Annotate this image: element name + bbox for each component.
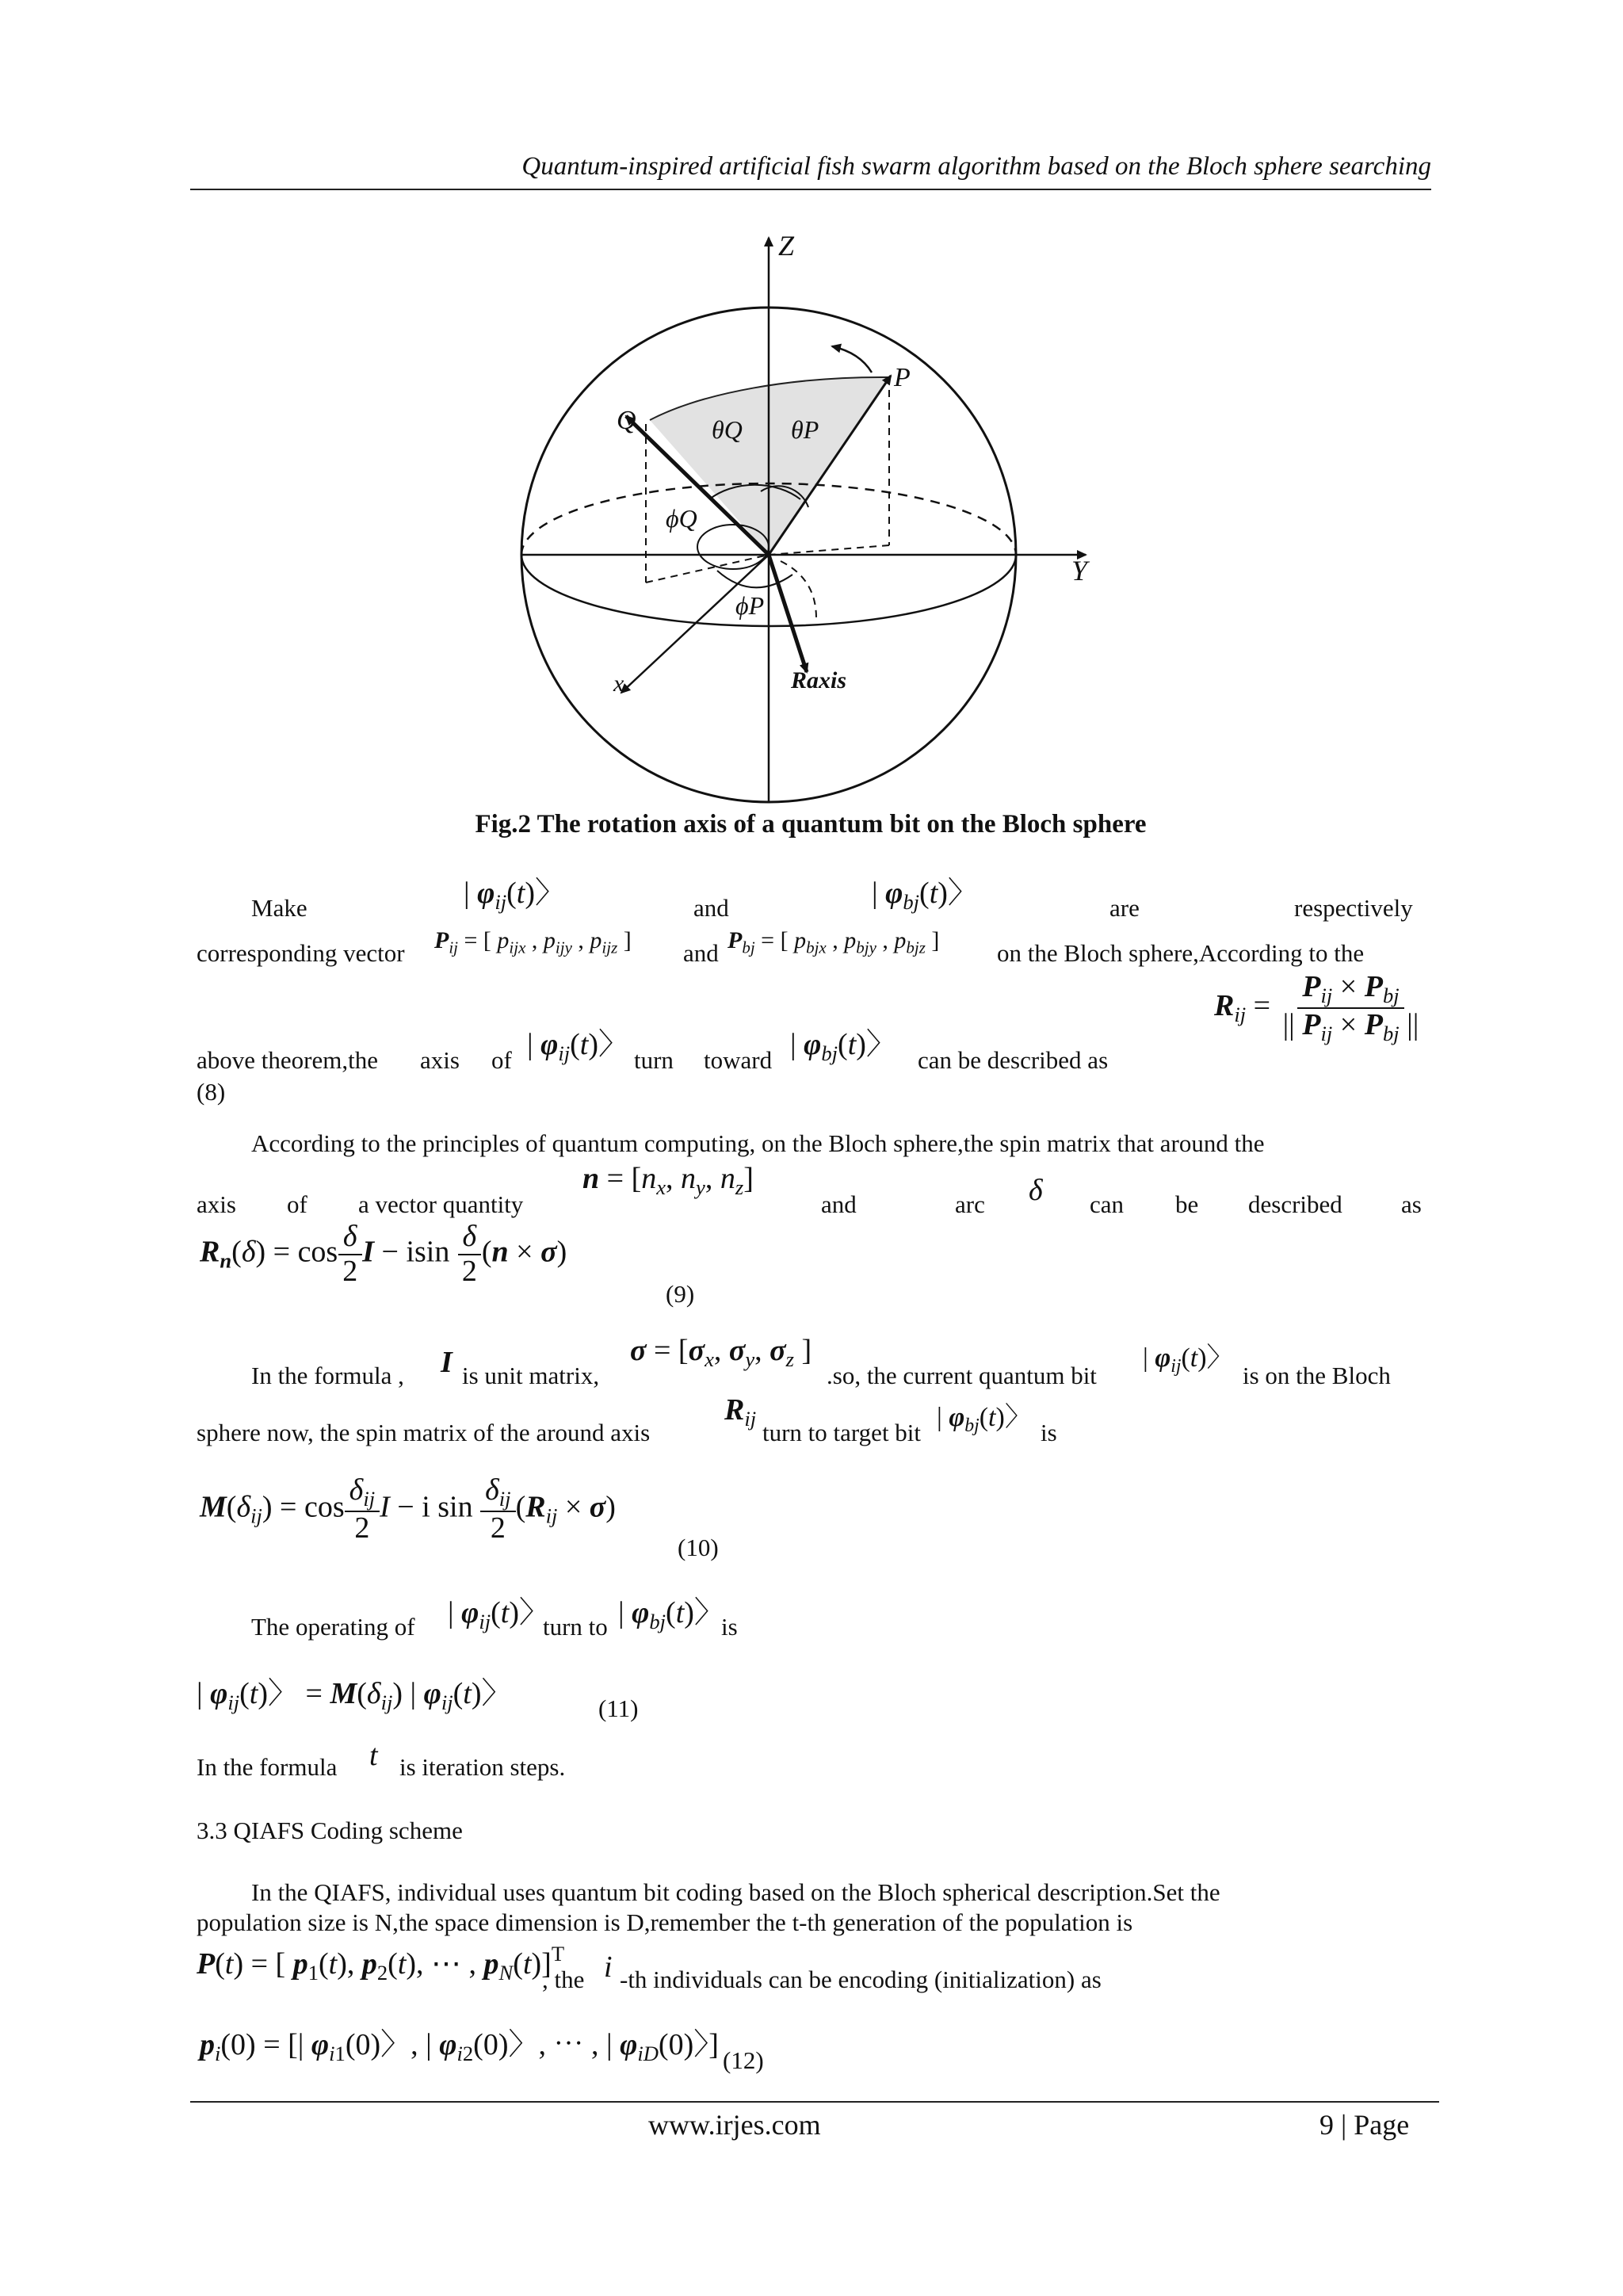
text-make: Make — [251, 894, 307, 922]
text-be: be — [1175, 1190, 1199, 1218]
math-r-ij-formula: $R_{ij}$ = $\frac{P_{ij} \times P_{bj}}{|| P_{ij} \times P_{bj} ||}$ — [1214, 970, 1419, 1046]
math-r-ij: $R_{ij}$ — [724, 1393, 757, 1431]
math-phi-bj-3: | $\varphi_{bj}(t)$〉 — [937, 1403, 1032, 1437]
math-phi-bj-2: | $\varphi_{bj}(t)$〉 — [790, 1028, 896, 1065]
text-a-vector-quantity: a vector quantity — [358, 1190, 524, 1218]
text-can: can — [1090, 1190, 1125, 1218]
math-n-vector: $n = [n_x$, $n_y$, $n_z$] — [582, 1162, 754, 1199]
text-para3-line2: population size is N,the space dimension is D,remember the t-th generation of the population is — [197, 1908, 1133, 1936]
text-toward: toward — [704, 1046, 773, 1074]
text-so-current: .so, the current quantum bit — [827, 1362, 1097, 1389]
math-eq10: $M(\delta_{ij}) = \cos$ $\frac{\delta_{ij}}{2}$ I − i sin $\frac{\delta_{ij}}{2}$ $(R_{ij} \times \sigma)$ — [200, 1473, 616, 1545]
math-phi-bj-4: | $\varphi_{bj}(t)$〉 — [618, 1596, 724, 1633]
footer-url[interactable]: www.irjes.com — [648, 2109, 821, 2141]
text-and-3: and — [821, 1190, 857, 1218]
math-population: P(t) = [ $p_1(t)$, $p_2(t)$, ⋯ , $p_N(t)]^T$ — [197, 1942, 565, 1985]
math-eq11: | $\varphi_{ij}(t)$〉 = $M(\delta_{ij})$ | $\varphi_{ij}(t)$〉 — [197, 1677, 512, 1714]
math-i: i — [604, 1950, 613, 1984]
label-y: Y — [1071, 555, 1088, 586]
math-phi-ij-3: | $\varphi_{ij}(t)$〉 — [1143, 1343, 1234, 1377]
footer-rule — [190, 2101, 1439, 2103]
text-para2-line1: According to the principles of quantum computing, on the Bloch sphere,the spin matrix that around the — [251, 1129, 1265, 1157]
label-r-axis: Raxis — [791, 667, 847, 693]
page-number: 9 | Page — [1319, 2109, 1410, 2141]
text-turn: turn — [634, 1046, 674, 1074]
equation-number-8: (8) — [197, 1078, 226, 1106]
text-is-1: is — [1041, 1419, 1057, 1446]
label-p: P — [894, 363, 911, 392]
label-phi-p: ϕP — [735, 591, 765, 620]
label-z: Z — [778, 230, 795, 262]
text-can-be-described-as: can be described as — [918, 1046, 1109, 1074]
math-eq12: $p_i(0)$ = [| $\varphi_{i1}(0)$〉, | $\varphi_{i2}(0)$〉, ⋯ , | $\varphi_{iD}(0)$〉] — [200, 2028, 719, 2065]
figure-caption: Fig.2 The rotation axis of a quantum bit on the Bloch sphere — [475, 810, 1147, 839]
text-is-on-bloch: is on the Bloch — [1243, 1362, 1391, 1389]
text-para3-line1: In the QIAFS, individual uses quantum bit coding based on the Bloch spherical description.Set the — [251, 1878, 1220, 1906]
text-in-formula-t: In the formula — [197, 1753, 338, 1781]
math-p-bj-vector: $P_{bj}$ = [ $p_{bjx}$ , $p_{bjy}$ , $p_{bjz}$ ] — [727, 927, 940, 957]
running-header: Quantum-inspired artificial fish swarm algorithm based on the Bloch sphere searching — [521, 152, 1431, 181]
text-is-iteration: is iteration steps. — [399, 1753, 566, 1781]
text-axis: axis — [420, 1046, 460, 1074]
text-is-unit-matrix: is unit matrix, — [462, 1362, 600, 1389]
text-in-the-formula: In the formula , — [251, 1362, 404, 1389]
text-arc: arc — [955, 1190, 985, 1218]
text-and-2: and — [683, 939, 719, 967]
math-t: t — [369, 1739, 378, 1772]
math-phi-bj: | $\varphi_{bj}(t)$〉 — [872, 877, 978, 914]
text-above-theorem: above theorem,the — [197, 1046, 378, 1074]
text-is-2: is — [721, 1613, 738, 1641]
text-as: as — [1401, 1190, 1422, 1218]
equation-number-11: (11) — [598, 1694, 639, 1722]
text-respectively: respectively — [1294, 894, 1413, 922]
bloch-sphere-figure — [507, 230, 1125, 816]
math-phi-ij: | $\varphi_{ij}(t)$〉 — [464, 877, 565, 914]
text-sphere-now: sphere now, the spin matrix of the around axis — [197, 1419, 651, 1446]
label-x: x — [613, 670, 624, 697]
math-phi-ij-4: | $\varphi_{ij}(t)$〉 — [448, 1596, 549, 1633]
text-described: described — [1248, 1190, 1342, 1218]
text-and-1: and — [693, 894, 729, 922]
math-sigma-vector: $\sigma = [\sigma_x$, $\sigma_y$, $\sigma_z$ ] — [630, 1334, 812, 1371]
label-phi-q: ϕQ — [666, 504, 697, 533]
math-phi-ij-2: | $\varphi_{ij}(t)$〉 — [527, 1028, 628, 1065]
equation-number-9: (9) — [666, 1280, 695, 1308]
text-of-2: of — [287, 1190, 307, 1218]
header-rule — [190, 189, 1431, 190]
section-heading: 3.3 QIAFS Coding scheme — [197, 1817, 463, 1844]
label-q: Q — [617, 406, 636, 435]
label-theta-q: θQ — [712, 415, 743, 444]
math-p-ij-vector: $P_{ij}$ = [ $p_{ijx}$ , $p_{ijy}$ , $p_{ijz}$ ] — [434, 927, 632, 957]
text-axis-2: axis — [197, 1190, 236, 1218]
text-of: of — [491, 1046, 512, 1074]
math-delta: δ — [1029, 1174, 1043, 1207]
text-are: are — [1109, 894, 1140, 922]
text-ith-individuals: -th individuals can be encoding (initialization) as — [620, 1966, 1102, 1993]
text-turn-to: turn to — [543, 1613, 608, 1641]
equation-number-12: (12) — [723, 2046, 764, 2074]
text-the-comma: , the — [542, 1966, 585, 1993]
math-identity-i: I — [441, 1346, 453, 1379]
text-operating-of: The operating of — [251, 1613, 415, 1641]
text-turn-to-target: turn to target bit — [762, 1419, 922, 1446]
text-corresponding-vector: corresponding vector — [197, 939, 405, 967]
math-eq9: $R_n(\delta) = \cos$ $\frac{\delta}{2}$ I − isin $\frac{\delta}{2}$ (n × σ) — [200, 1220, 567, 1288]
label-theta-p: θP — [791, 415, 819, 444]
text-on-bloch: on the Bloch sphere,According to the — [997, 939, 1365, 967]
equation-number-10: (10) — [678, 1534, 719, 1561]
